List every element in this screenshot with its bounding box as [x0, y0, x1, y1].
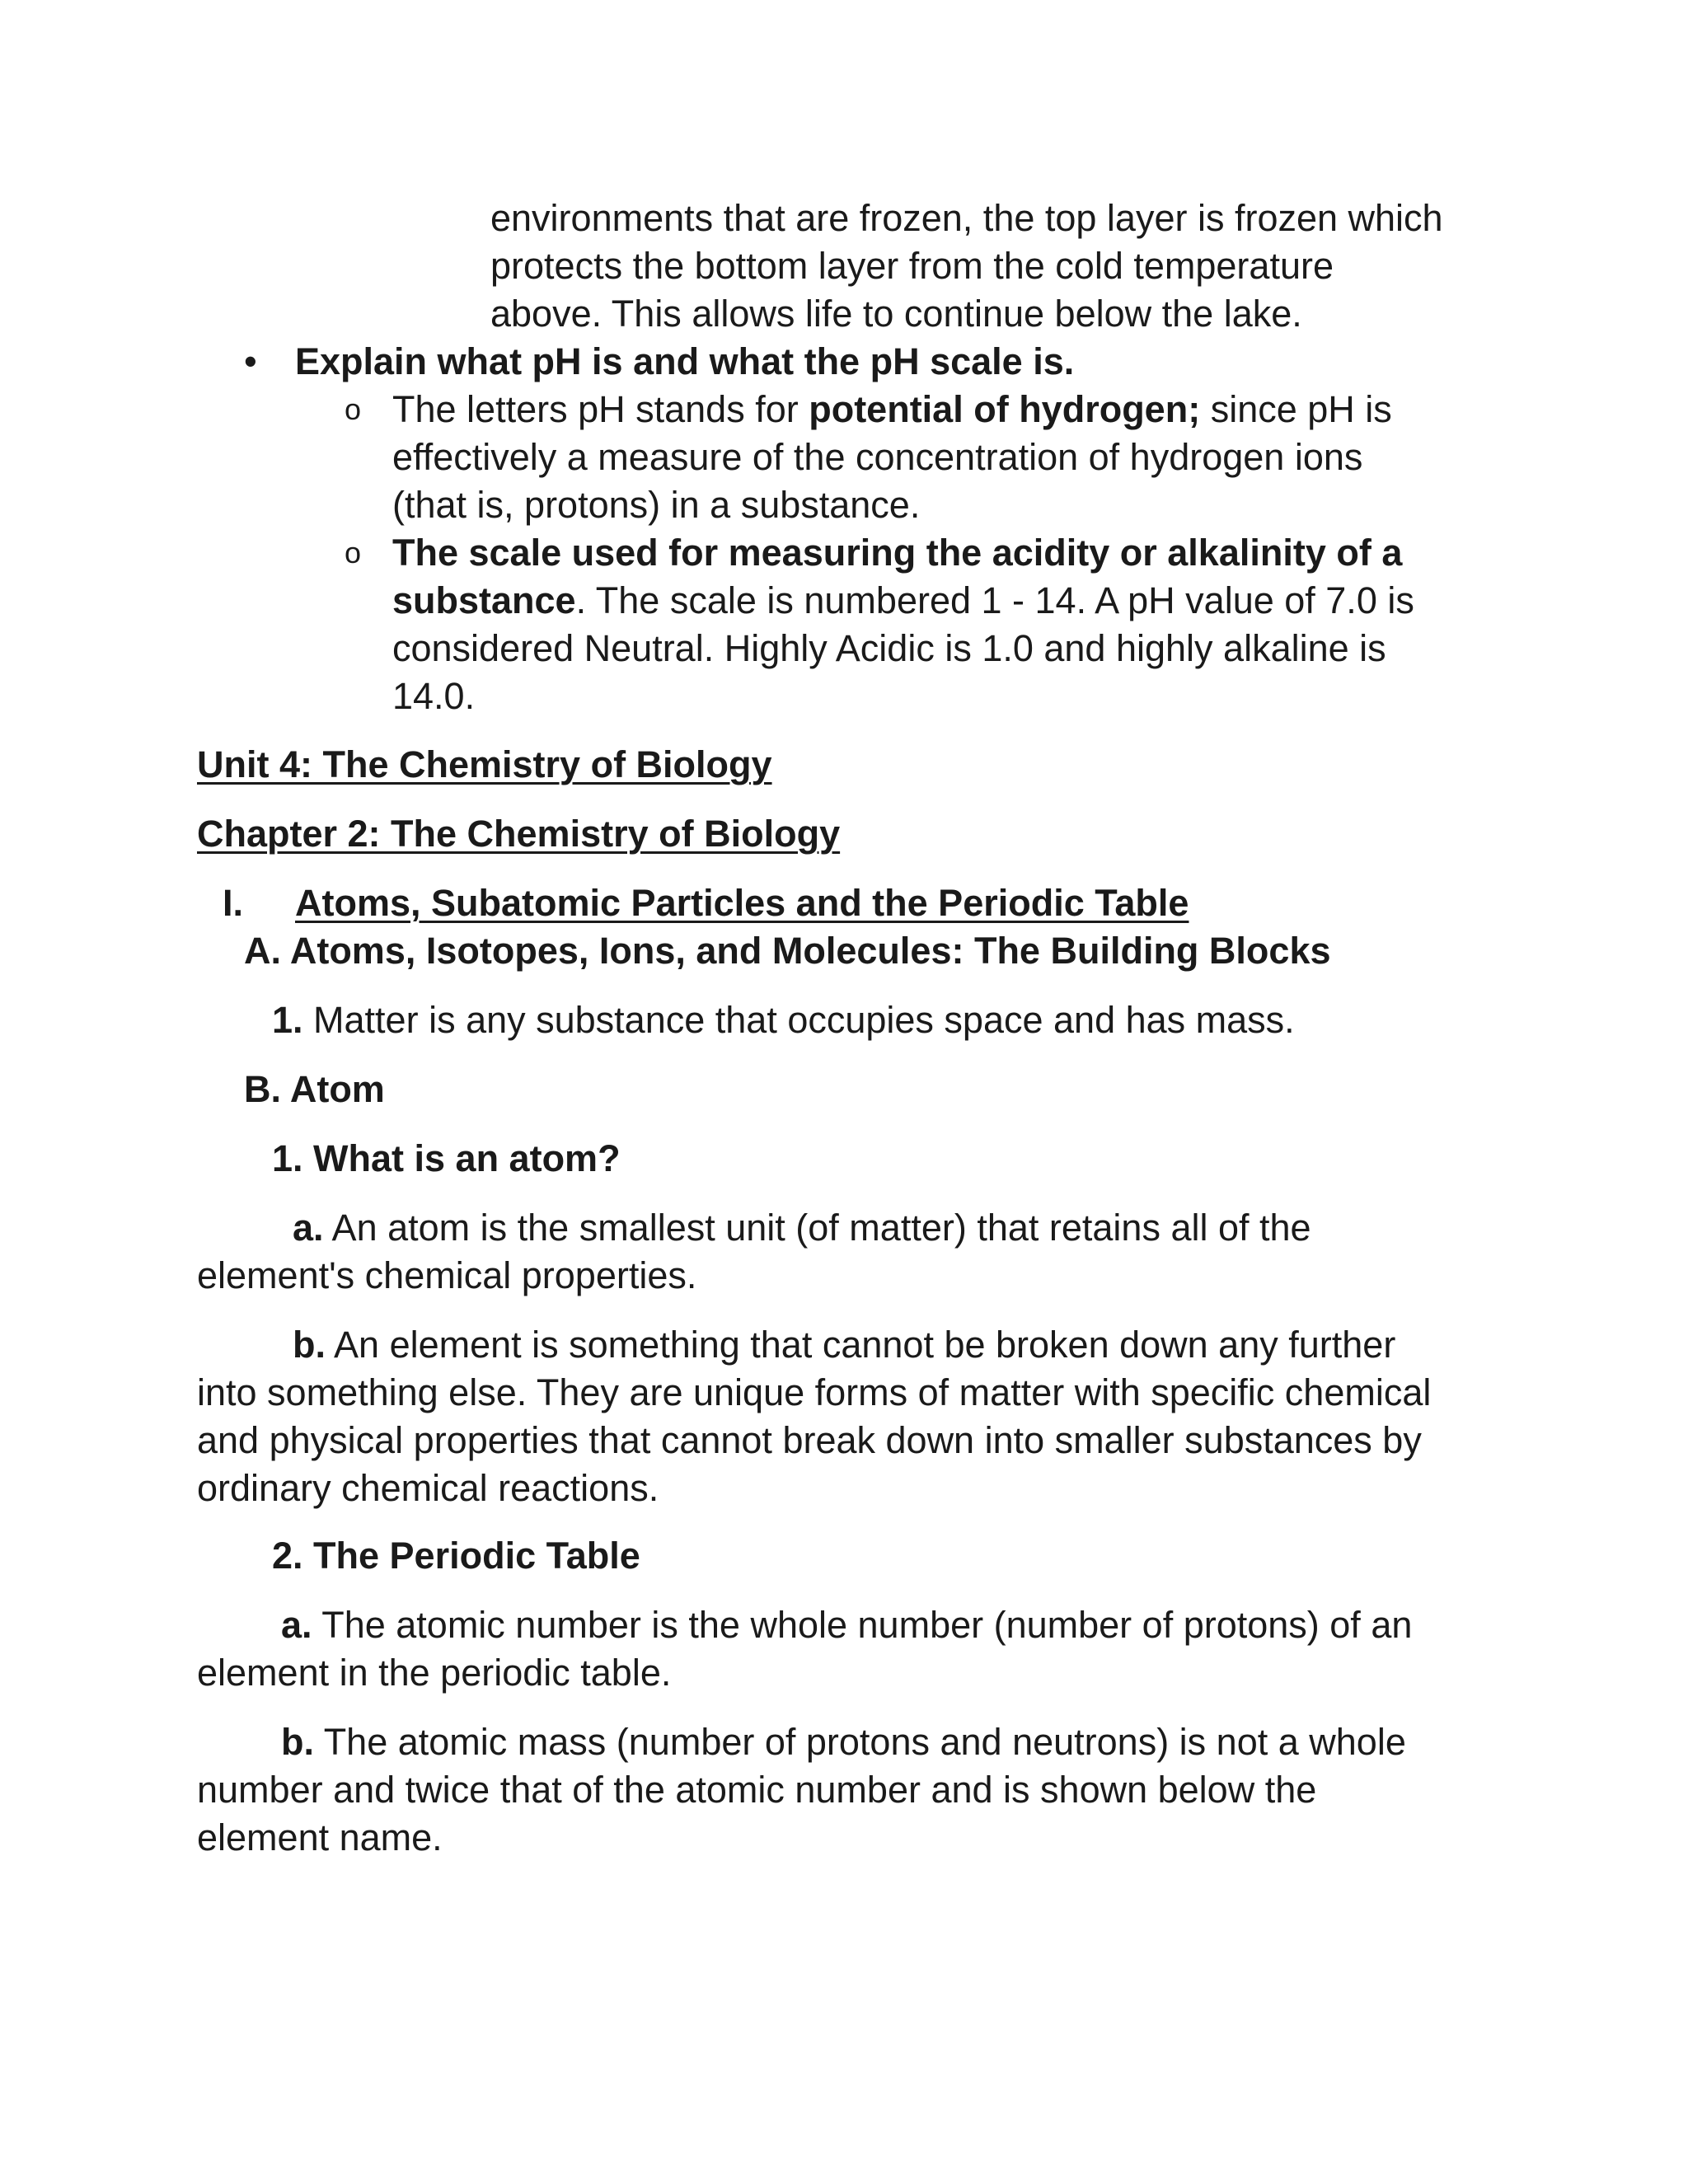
question-periodic-table: 2. The Periodic Table — [272, 1535, 640, 1577]
text-line: effectively a measure of the concentration of hydrogen ions — [392, 436, 1363, 478]
text-line: protects the bottom layer from the cold temperature — [490, 245, 1334, 287]
atomic-number-paragraph: a. The atomic number is the whole number (number of protons) of an element in the periodic table. — [197, 1604, 1413, 1694]
sub-bullet-marker: o — [345, 392, 362, 426]
element-definition-paragraph: b. An element is something that cannot be broken down any further into something else. They are unique forms of matter with specific chemical and physical properties that cannot break down into smaller substances by ordinary chemical reactions. — [197, 1324, 1432, 1509]
sub-item-ph-scale — [392, 529, 1414, 720]
text-line: The letters pH stands for potential of hydrogen; since pH is — [392, 388, 1392, 430]
question-heading — [295, 338, 1074, 386]
text-line: (that is, protons) in a substance. — [392, 484, 921, 526]
text-line: The scale used for measuring the acidity or alkalinity of a — [392, 532, 1403, 574]
section-numeral: I. — [223, 882, 244, 924]
section-B-title: B. Atom — [244, 1068, 385, 1110]
text-line: substance. The scale is numbered 1 - 14. A pH value of 7.0 is — [392, 579, 1414, 621]
section-I-title: Atoms, Subatomic Particles and the Periodic Table — [295, 882, 1189, 924]
chapter-heading: Chapter 2: The Chemistry of Biology — [197, 813, 841, 855]
question-what-is-atom: 1. What is an atom? — [272, 1137, 621, 1179]
section-A-item-1: 1. Matter is any substance that occupies space and has mass. — [272, 999, 1295, 1041]
unit-heading: Unit 4: The Chemistry of Biology — [197, 743, 772, 785]
atomic-mass-paragraph: b. The atomic mass (number of protons and neutrons) is not a whole number and twice that of the atomic number and is shown below the element name. — [197, 1721, 1406, 1858]
text-line: 14.0. — [392, 675, 476, 717]
continuation-paragraph — [490, 194, 1443, 338]
sub-bullet-marker: o — [345, 536, 362, 569]
bullet-marker: • — [244, 340, 257, 382]
text-line: above. This allows life to continue below the lake. — [490, 293, 1302, 335]
question-text: Explain what pH is and what the pH scale is. — [295, 340, 1075, 382]
text-line: environments that are frozen, the top layer is frozen which — [490, 197, 1443, 239]
atom-definition-paragraph: a. An atom is the smallest unit (of matter) that retains all of the element's chemical properties. — [197, 1207, 1311, 1296]
section-A-title: A. Atoms, Isotopes, Ions, and Molecules: The Building Blocks — [244, 930, 1331, 972]
text-line: considered Neutral. Highly Acidic is 1.0 and highly alkaline is — [392, 627, 1386, 669]
sub-item-ph-definition — [392, 386, 1392, 529]
